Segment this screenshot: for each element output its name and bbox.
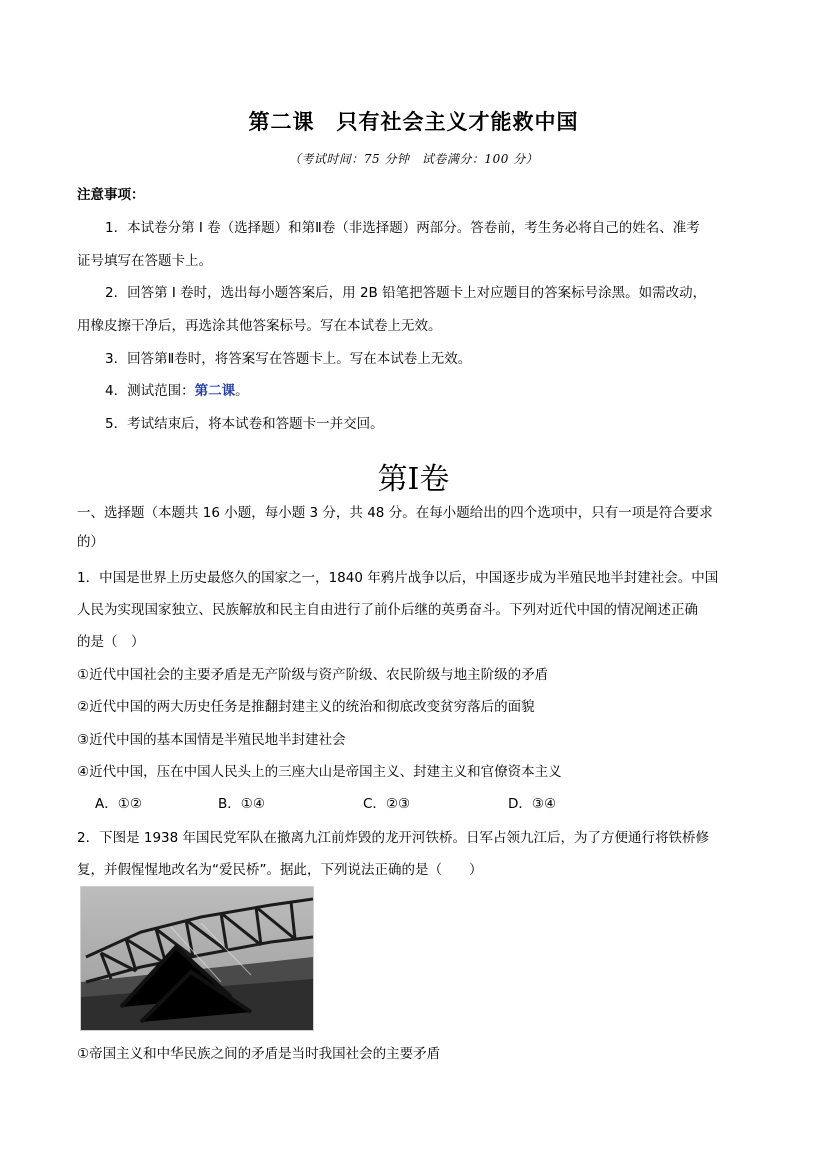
question-1-statement-3: ③近代中国的基本国情是半殖民地半封建社会	[77, 732, 346, 748]
section-intro-line-2: 的）	[77, 534, 104, 550]
question-1-line-3: 的是（ ）	[77, 634, 145, 650]
question-1-line-2: 人民为实现国家独立、民族解放和民主自由进行了前仆后继的英勇奋斗。下列对近代中国的情况阐述正确	[77, 602, 698, 618]
question-1-line-1: 1．中国是世界上历史最悠久的国家之一，1840 年鸦片战争以后，中国逐步成为半殖民地半封建社会。中国	[77, 570, 719, 586]
question-1-option-b[interactable]: B．①④	[218, 796, 265, 812]
section-intro-line-1: 一、选择题（本题共 16 小题，每小题 3 分，共 48 分。在每小题给出的四个选项中，只有一项是符合要求	[77, 505, 713, 521]
exam-info: （考试时间：75 分钟 试卷满分：100 分）	[288, 152, 539, 166]
question-1-option-d[interactable]: D．③④	[508, 796, 557, 812]
notice-item-4	[105, 379, 249, 399]
notice-item-2-line-1: 2．回答第 I 卷时，选出每小题答案后，用 2B 铅笔把答题卡上对应题目的答案标号涂黑。如需改动，	[105, 285, 707, 301]
question-1-option-c[interactable]: C．②③	[363, 796, 411, 812]
question-1-statement-2: ②近代中国的两大历史任务是推翻封建主义的统治和彻底改变贫穷落后的面貌	[77, 699, 535, 715]
notice-item-1-line-2: 证号填写在答题卡上。	[77, 253, 212, 269]
question-1-option-a[interactable]: A．①②	[95, 796, 142, 812]
bridge-photo	[80, 886, 314, 1031]
bridge-illustration	[81, 887, 313, 1030]
volume-title: 第I卷	[377, 462, 450, 497]
question-1-statement-4: ④近代中国，压在中国人民头上的三座大山是帝国主义、封建主义和官僚资本主义	[77, 764, 562, 780]
question-2-line-1: 2．下图是 1938 年国民党军队在撤离九江前炸毁的龙开河铁桥。日军占领九江后，为了方便通行将铁桥修	[77, 830, 710, 846]
question-1-statement-1: ①近代中国社会的主要矛盾是无产阶级与资产阶级、农民阶级与地主阶级的矛盾	[77, 667, 549, 683]
notice-item-4-suffix: 。	[235, 383, 249, 399]
question-2-statement-1: ①帝国主义和中华民族之间的矛盾是当时我国社会的主要矛盾	[77, 1046, 441, 1062]
notice-item-4-prefix: 4．测试范围：	[105, 383, 195, 399]
notice-item-3: 3．回答第Ⅱ卷时，将答案写在答题卡上。写在本试卷上无效。	[105, 351, 472, 367]
notice-item-5: 5．考试结束后，将本试卷和答题卡一并交回。	[105, 416, 384, 432]
notice-item-1-line-1: 1．本试卷分第 I 卷（选择题）和第Ⅱ卷（非选择题）两部分。答卷前，考生务必将自己的姓名、准考	[105, 220, 700, 236]
notice-item-2-line-2: 用橡皮擦干净后，再选涂其他答案标号。写在本试卷上无效。	[77, 318, 442, 334]
question-2-line-2: 复，并假惺惺地改名为“爱民桥”。据此，下列说法正确的是（ ）	[77, 862, 483, 878]
test-scope: 第二课	[194, 383, 236, 399]
page-title: 第二课 只有社会主义才能救中国	[248, 110, 579, 134]
notice-heading: 注意事项：	[77, 187, 145, 203]
